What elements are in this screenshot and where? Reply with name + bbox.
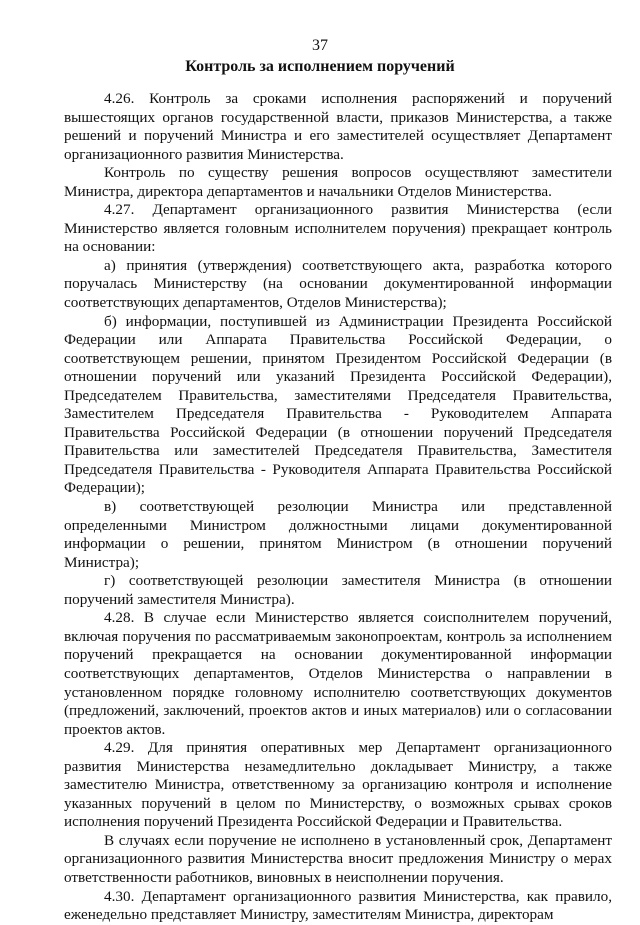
paragraph-4-30: 4.30. Департамент организационного развития Министерства, как правило, еженедельно представляет Министру, заместителям Министра, директорам	[64, 887, 612, 924]
paragraph-4-27-g: г) соответствующей резолюции заместителя Министра (в отношении поручений заместителя Министра).	[64, 572, 612, 608]
paragraph-4-27-v: в) соответствующей резолюции Министра или представленной определенными Министром должностными лицами документированной информации о решении, принятом Министром (в отношении поручений Министра);	[64, 498, 612, 571]
paragraph-4-27-b: б) информации, поступившей из Администрации Президента Российской Федерации или Аппарата Правительства Российской Федерации, о соответствующем решении, принятом Президентом Российской Федерации (в отношении поручений или указаний Президента Российской Федерации), Председателем Правительства, заместителями Председателя Правительства, Заместителем Председателя Правительства - Руководителем Аппарата Правительства Российской Федерации (в отношении поручений Председателя Правительства или заместителей Председателя Правительства, Заместителя Председателя Правительства - Руководителя Аппарата Правительства Российской Федерации);	[64, 312, 612, 497]
document-body	[64, 90, 612, 925]
paragraph-4-26: 4.26. Контроль за сроками исполнения распоряжений и поручений вышестоящих органов государственной власти, приказов Министерства, а также решений и поручений Министра и его заместителей осуществляет Департамент организационного развития Министерства.	[64, 90, 612, 163]
paragraph-4-29: 4.29. Для принятия оперативных мер Департамент организационного развития Министерства незамедлительно докладывает Министру, а также заместителю Министра, ответственному за организацию контроля и исполнение указанных поручений в целом по Министерству, о возможных срывах сроков исполнения поручений Президента Российской Федерации и Правительства.	[64, 739, 612, 831]
paragraph-4-29-cont: В случаях если поручение не исполнено в установленный срок, Департамент организационного развития Министерства вносит предложения Министру о мерах ответственности работников, виновных в неисполнении поручения.	[64, 831, 612, 886]
page-number: 37	[312, 37, 328, 54]
paragraph-4-27: 4.27. Департамент организационного развития Министерства (если Министерство является головным исполнителем поручения) прекращает контроль на основании:	[64, 201, 612, 256]
section-heading: Контроль за исполнением поручений	[185, 58, 455, 75]
paragraph-4-27-a: а) принятия (утверждения) соответствующего акта, разработка которого поручалась Министерству (на основании документированной информации соответствующих департаментов, Отделов Министерства);	[64, 256, 612, 312]
paragraph-4-28: 4.28. В случае если Министерство является соисполнителем поручений, включая поручения по рассматриваемым законопроектам, контроль за исполнением поручений прекращается на основании документированной информации соответствующих департаментов, Отделов Министерства о направлении в установленном порядке головному исполнителю соответствующих документов (предложений, заключений, проектов актов и иных материалов) или о согласовании проектов актов.	[64, 609, 612, 738]
paragraph-control-substance: Контроль по существу решения вопросов осуществляют заместители Министра, директора департаментов и начальники Отделов Министерства.	[64, 164, 612, 200]
